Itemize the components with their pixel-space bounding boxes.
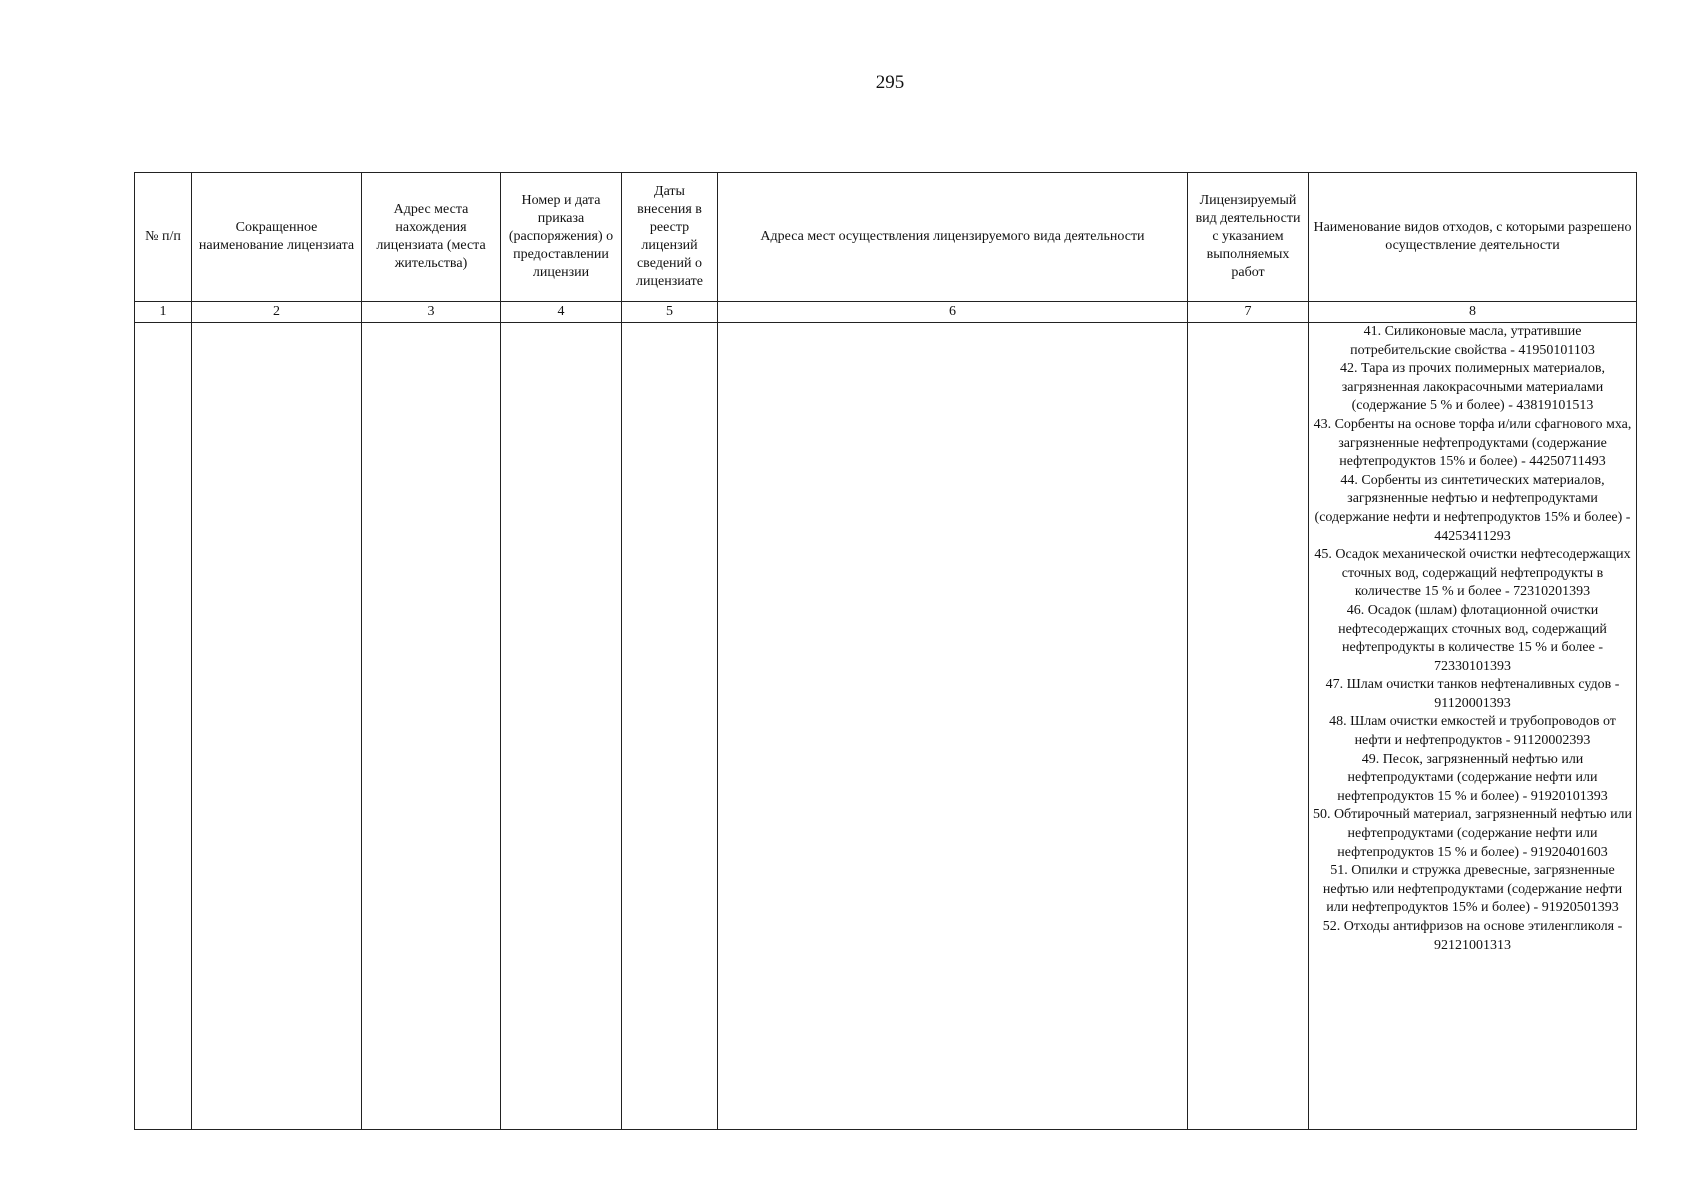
column-number: 4 [501,302,622,323]
license-registry-table [134,172,1637,1130]
header-licensee-address: Адрес места нахождения лицензиата (места жительства) [362,173,501,302]
cell-registry-dates [622,323,718,1130]
page-number: 295 [875,72,905,93]
list-item: 47. Шлам очистки танков нефтеналивных судов - 91120001393 [1325,677,1620,711]
list-item: 52. Отходы антифризов на основе этиленгликоля - 92121001313 [1322,919,1623,953]
waste-list [1312,323,1633,955]
cell-number [135,323,192,1130]
cell-waste-types [1309,323,1637,1130]
list-item: 45. Осадок механической очистки нефтесодержащих сточных вод, содержащий нефтепродукты в количестве 15 % и более - 72310201393 [1314,547,1631,600]
list-item: 42. Тара из прочих полимерных материалов, загрязненная лакокрасочными материалами (содержание 5 % и более) - 43819101513 [1340,361,1605,414]
column-number-row [135,302,1637,323]
list-item: 51. Опилки и стружка древесные, загрязненные нефтью или нефтепродуктами (содержание нефти или нефтепродуктов 15% и более) - 91920501393 [1322,863,1623,916]
header-waste-types: Наименование видов отходов, с которыми разрешено осуществление деятельности [1309,173,1637,302]
header-row [135,173,1637,302]
table-row [135,323,1637,1130]
cell-licensee-address [362,323,501,1130]
list-item: 46. Осадок (шлам) флотационной очистки нефтесодержащих сточных вод, содержащий нефтепродукты в количестве 15 % и более - 72330101393 [1338,602,1607,674]
column-number: 5 [622,302,718,323]
list-item: 50. Обтирочный материал, загрязненный нефтью или нефтепродуктами (содержание нефти или нефтепродуктов 15 % и более) - 91920401603 [1312,807,1633,860]
column-number: 6 [718,302,1188,323]
header-activity-addresses: Адреса мест осуществления лицензируемого вида деятельности [718,173,1188,302]
cell-licensee-name [192,323,362,1130]
list-item: 44. Сорбенты из синтетических материалов, загрязненные нефтью и нефтепродуктами (содержание нефти и нефтепродуктов 15% и более) - 44253411293 [1314,472,1631,544]
header-licensed-activity: Лицензируемый вид деятельности с указанием выполняемых работ [1188,173,1309,302]
column-number: 1 [135,302,192,323]
cell-order-number-date [501,323,622,1130]
header-registry-dates: Даты внесения в реестр лицензий сведений о лицензиате [622,173,718,302]
header-licensee-name: Сокращенное наименование лицензиата [192,173,362,302]
header-number: № п/п [135,173,192,302]
list-item: 43. Сорбенты на основе торфа и/или сфагнового мха, загрязненные нефтепродуктами (содержание нефтепродуктов 15% и более) - 44250711493 [1313,416,1632,470]
list-item: 41. Силиконовые масла, утратившие потребительские свойства - 41950101103 [1350,324,1595,358]
cell-activity-addresses [718,323,1188,1130]
header-order-number-date: Номер и дата приказа (распоряжения) о предоставлении лицензии [501,173,622,302]
list-item: 48. Шлам очистки емкостей и трубопроводов от нефти и нефтепродуктов - 91120002393 [1329,714,1616,749]
cell-licensed-activity [1188,323,1309,1130]
column-number: 8 [1309,302,1637,323]
column-number: 7 [1188,302,1309,323]
list-item: 49. Песок, загрязненный нефтью или нефтепродуктами (содержание нефти или нефтепродуктов 15 % и более) - 91920101393 [1337,751,1608,804]
column-number: 3 [362,302,501,323]
column-number: 2 [192,302,362,323]
